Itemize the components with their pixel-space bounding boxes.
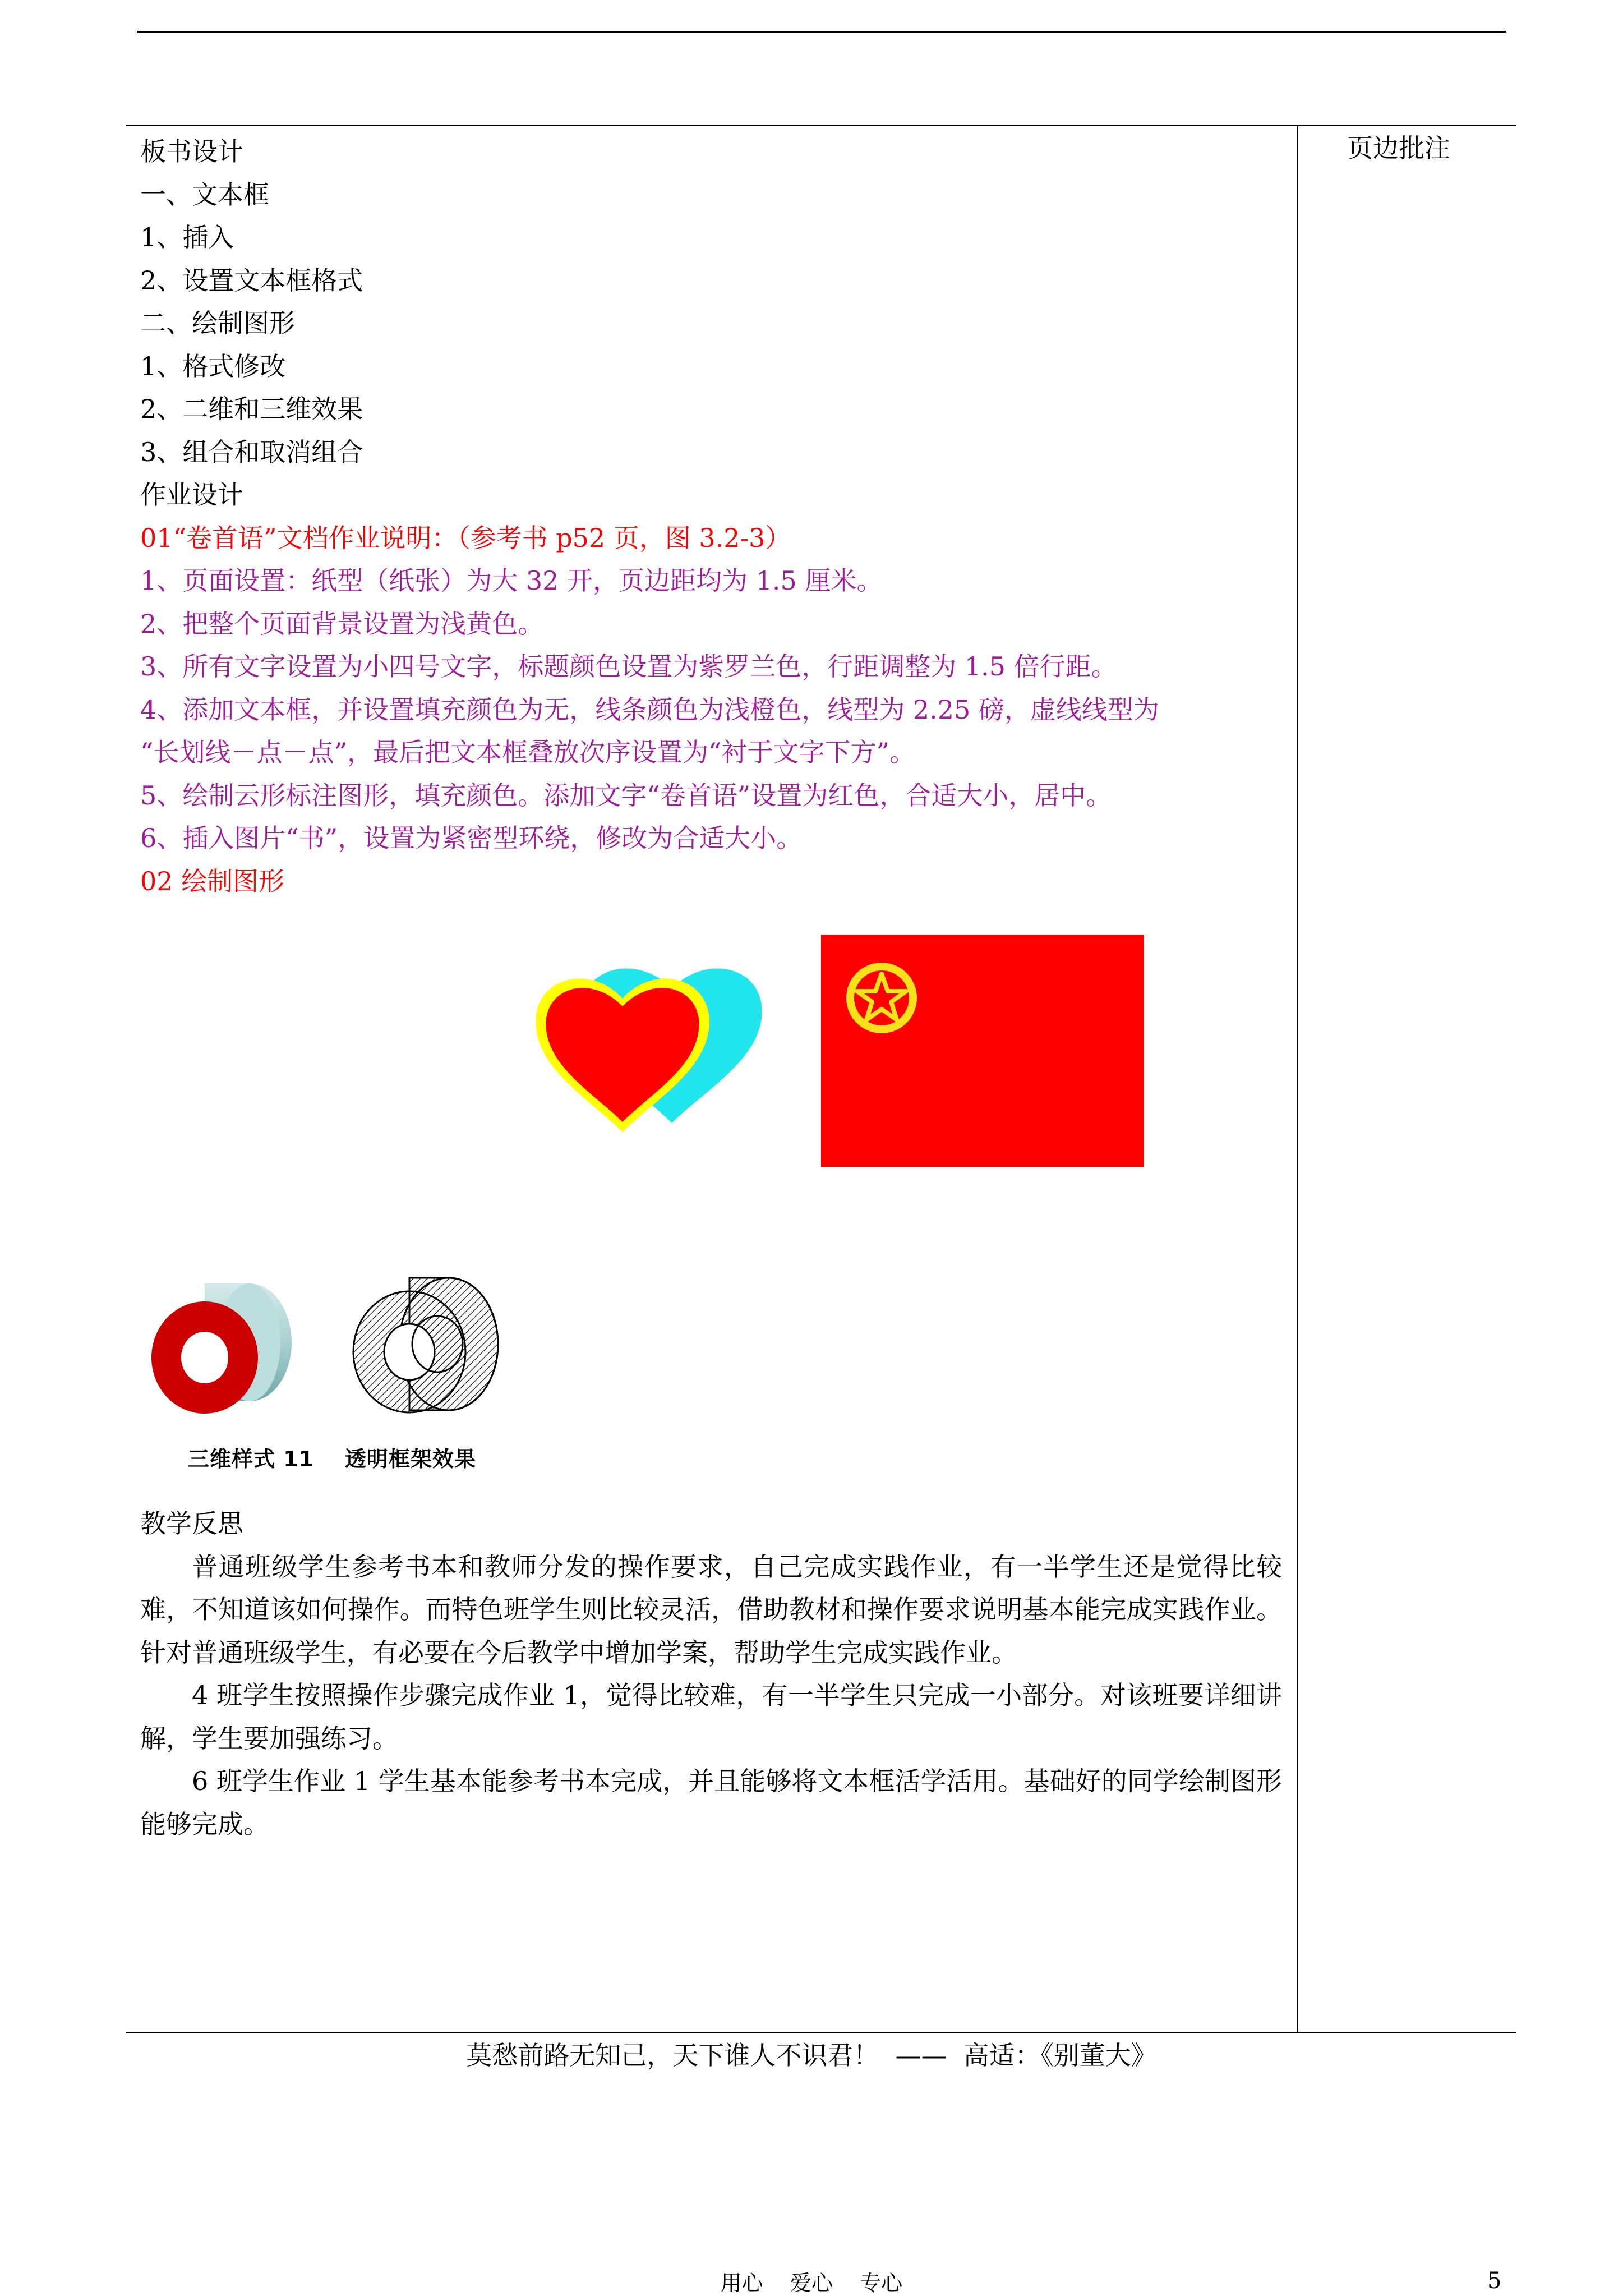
homework-heading: 作业设计: [140, 480, 243, 510]
board-line: 2、二维和三维效果: [140, 394, 363, 424]
board-line: 一、文本框: [140, 179, 269, 210]
reflection-section: [140, 1502, 1282, 1846]
header-rule: [137, 31, 1506, 33]
flag-figure: [820, 933, 1145, 1168]
homework-step: 4、添加文本框，并设置填充颜色为无，线条颜色为浅橙色，线型为 2.25 磅，虚线线型为: [140, 694, 1159, 725]
tube-hole: [181, 1332, 228, 1383]
homework-step: 2、把整个页面背景设置为浅黄色。: [140, 608, 544, 639]
table-bottom-border: [126, 2032, 1516, 2033]
caption-3d-style: 三维样式 11: [188, 1447, 315, 1471]
page-footer: 用心 爱心 专心: [720, 2271, 903, 2295]
board-line: 二、绘制图形: [140, 308, 295, 338]
caption-wireframe: 透明框架效果: [345, 1447, 477, 1471]
board-design-heading: 板书设计: [140, 136, 243, 167]
table-column-divider: [1297, 125, 1298, 2032]
homework-step: “长划线－点－点”，最后把文本框叠放次序设置为“衬于文字下方”。: [140, 737, 916, 767]
board-line: 2、设置文本框格式: [140, 265, 363, 296]
homework-step: 6、插入图片“书”，设置为紧密型环绕，修改为合适大小。: [140, 823, 803, 853]
reflection-paragraph: 普通班级学生参考书本和教师分发的操作要求，自己完成实践作业，有一半学生还是觉得比较难，不知道该如何操作。而特色班学生则比较灵活，借助教材和操作要求说明基本能完成实践作业。针对普通班级学生，有必要在今后教学中增加学案，帮助学生完成实践作业。: [140, 1551, 1282, 1668]
homework-task2-title: 02 绘制图形: [140, 866, 285, 896]
wire-hole-front: [384, 1324, 435, 1380]
reflection-paragraph: 6 班学生作业 1 学生基本能参考书本完成，并且能够将文本框活学活用。基础好的同学绘制图形能够完成。: [140, 1766, 1282, 1839]
tube-3d-figure: [151, 1279, 297, 1416]
homework-step: 3、所有文字设置为小四号文字，标题颜色设置为紫罗兰色，行距调整为 1.5 倍行距。: [140, 651, 1117, 682]
margin-notes-label: 页边批注: [1347, 133, 1450, 163]
reflection-paragraph: 4 班学生按照操作步骤完成作业 1，觉得比较难，有一半学生只完成一小部分。对该班要详细讲解，学生要加强练习。: [140, 1680, 1282, 1754]
homework-step: 1、页面设置：纸型（纸张）为大 32 开，页边距均为 1.5 厘米。: [140, 565, 883, 596]
homework-step: 5、绘制云形标注图形，填充颜色。添加文字“卷首语”设置为红色，合适大小，居中。: [140, 780, 1112, 811]
poem-quote: 莫愁前路无知己，天下谁人不识君！ —— 高适：《别董大》: [466, 2040, 1157, 2070]
board-line: 1、格式修改: [140, 351, 286, 381]
lesson-content-cell: [140, 130, 1290, 903]
table-top-border: [126, 125, 1516, 126]
board-line: 3、组合和取消组合: [140, 436, 363, 467]
homework-task1-title: 01“卷首语”文档作业说明：（参考书 p52 页，图 3.2-3）: [140, 522, 791, 553]
board-line: 1、插入: [140, 222, 234, 252]
reflection-heading: 教学反思: [140, 1508, 243, 1539]
tube-wireframe-figure: [348, 1272, 505, 1421]
heart-shadow-figure: [527, 954, 763, 1144]
page-number: 5: [1487, 2268, 1502, 2294]
